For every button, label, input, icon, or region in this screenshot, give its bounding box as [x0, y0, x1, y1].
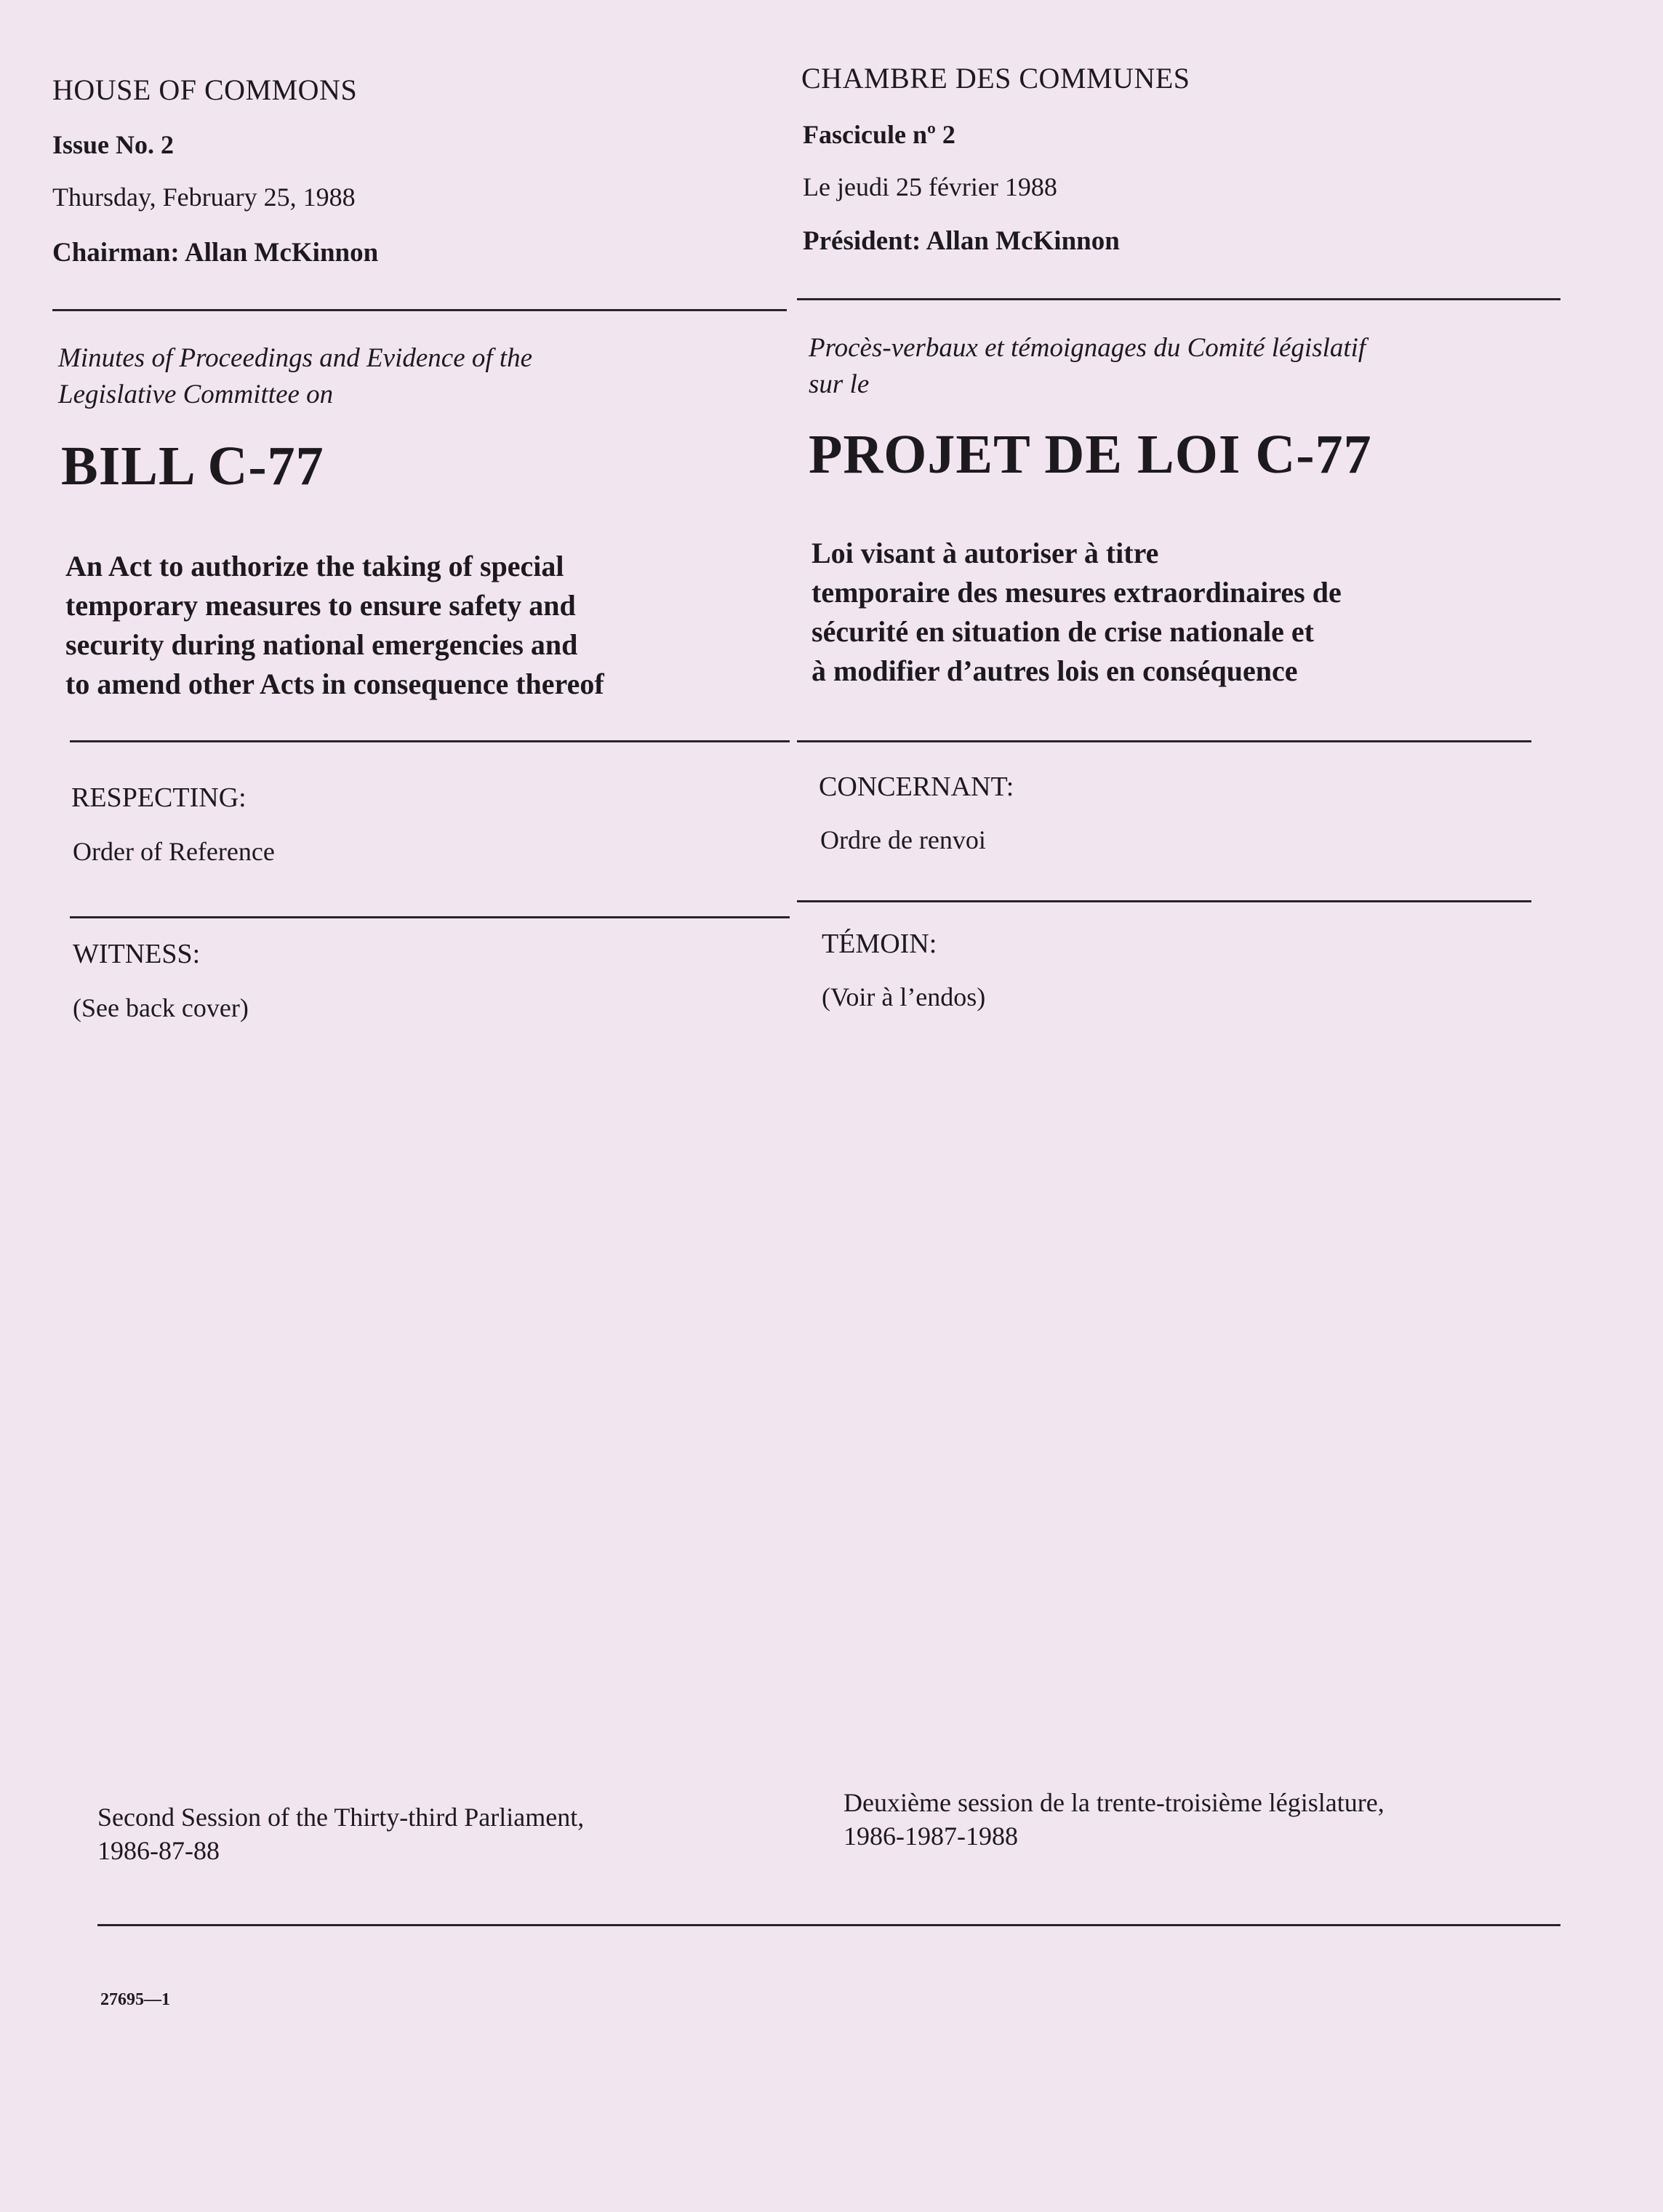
divider-bottom: [97, 1924, 1560, 1926]
print-code: 27695—1: [100, 1990, 170, 2009]
proces-verbaux-title: [809, 330, 1366, 403]
act-description: [65, 547, 604, 704]
divider-top-left: [52, 309, 787, 311]
act-line: security during national emergencies and: [65, 628, 578, 661]
divider-concernant-right: [797, 740, 1531, 742]
divider-witness-left: [70, 916, 790, 918]
minutes-line-1: Procès-verbaux et témoignages du Comité législatif: [809, 333, 1366, 363]
issue-date: Thursday, February 25, 1988: [52, 183, 356, 212]
concernant-label: CONCERNANT:: [819, 772, 1014, 802]
act-line: à modifier d’autres lois en conséquence: [812, 654, 1298, 687]
minutes-line-1: Minutes of Proceedings and Evidence of the: [58, 343, 533, 373]
house-of-commons-heading: HOUSE OF COMMONS: [52, 73, 358, 106]
chairman: Chairman: Allan McKinnon: [52, 238, 379, 268]
president: Président: Allan McKinnon: [803, 226, 1120, 256]
session-info-fr: [843, 1786, 1385, 1853]
act-line: temporary measures to ensure safety and: [65, 589, 576, 622]
respecting-value: Order of Reference: [73, 837, 275, 866]
act-line: Loi visant à autoriser à titre: [812, 537, 1159, 569]
issue-number: Issue No. 2: [52, 130, 175, 159]
minutes-line-2: Legislative Committee on: [58, 380, 334, 409]
concernant-value: Ordre de renvoi: [820, 825, 986, 854]
fascicule-number: Fascicule nº 2: [803, 120, 955, 149]
act-line: sécurité en situation de crise nationale et: [812, 615, 1314, 648]
projet-de-loi-title: PROJET DE LOI C-77: [809, 424, 1372, 485]
session-line-1: Second Session of the Thirty-third Parliament,: [97, 1803, 585, 1832]
temoin-value: (Voir à l’endos): [822, 982, 986, 1011]
witness-value: (See back cover): [73, 993, 249, 1022]
bill-title: BILL C-77: [61, 436, 324, 497]
act-line: to amend other Acts in consequence thereof: [65, 668, 604, 700]
act-line: An Act to authorize the taking of special: [65, 550, 564, 582]
session-line-2: 1986-87-88: [97, 1836, 220, 1865]
act-line: temporaire des mesures extraordinaires de: [812, 576, 1342, 609]
fascicule-date: Le jeudi 25 février 1988: [803, 172, 1057, 201]
divider-temoin-right: [797, 900, 1531, 902]
witness-label: WITNESS:: [73, 939, 201, 969]
chambre-des-communes-heading: CHAMBRE DES COMMUNES: [801, 62, 1190, 95]
temoin-label: TÉMOIN:: [822, 929, 937, 959]
loi-description: [812, 534, 1342, 691]
session-info: [97, 1800, 584, 1867]
divider-top-right: [797, 298, 1560, 300]
session-line-2: 1986-1987-1988: [843, 1822, 1018, 1851]
session-line-1: Deuxième session de la trente-troisième législature,: [843, 1788, 1385, 1817]
divider-respecting-left: [70, 740, 790, 742]
minutes-title: [58, 340, 532, 413]
minutes-line-2: sur le: [809, 369, 870, 399]
respecting-label: RESPECTING:: [71, 782, 247, 813]
